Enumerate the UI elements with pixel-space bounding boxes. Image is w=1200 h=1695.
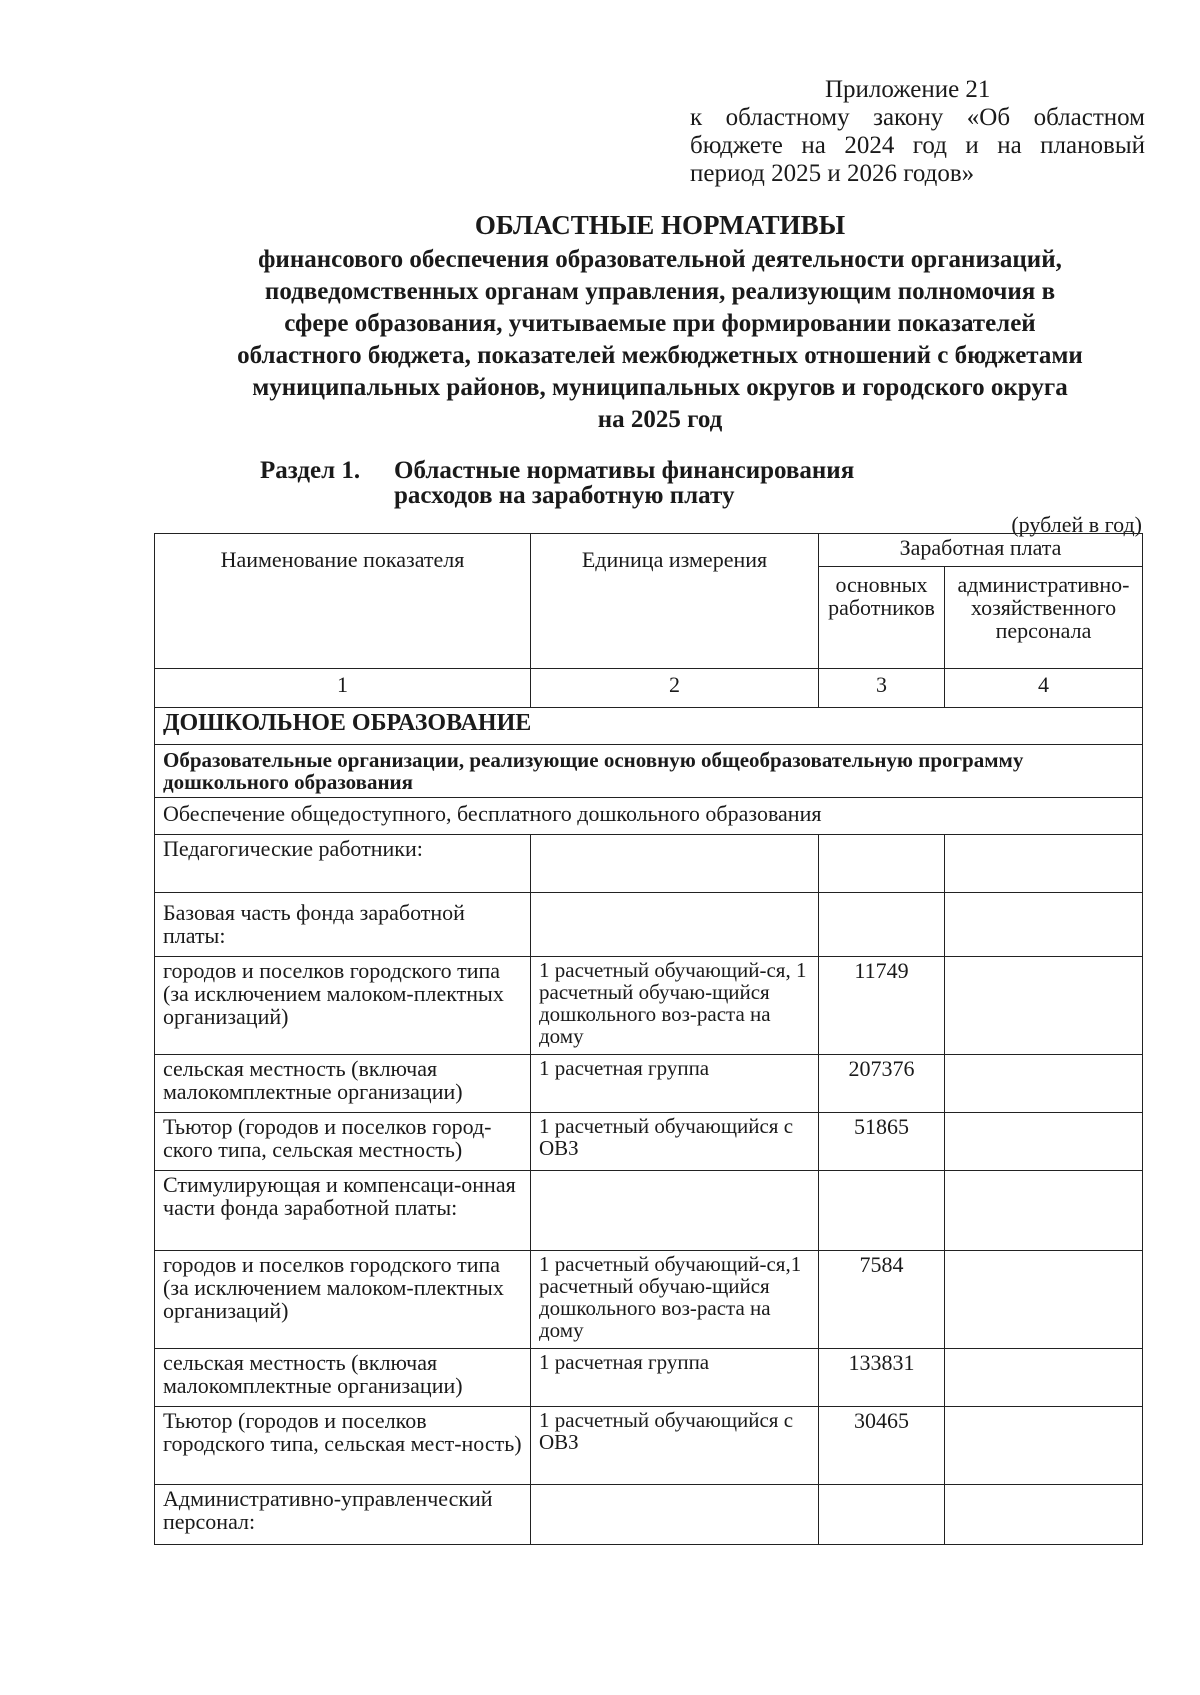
row-main-value: 30465 — [819, 1407, 945, 1485]
subtitle-line: подведомственных органам управления, реализующим полномочия в — [264, 278, 1056, 305]
row-main-value: 51865 — [819, 1113, 945, 1171]
row-unit: 1 расчетная группа — [531, 1055, 819, 1113]
row-name: Стимулирующая и компенсаци-онная части фонда заработной платы: — [155, 1171, 531, 1251]
row-admin-value — [945, 1349, 1143, 1407]
header-salary: Заработная плата — [819, 534, 1143, 567]
row-name: Педагогические работники: — [155, 835, 531, 893]
row-name: Тьютор (городов и поселков городского типа, сельская мест-ность) — [155, 1407, 531, 1485]
row-main-value: 11749 — [819, 957, 945, 1055]
row-admin-value — [945, 1055, 1143, 1113]
table-row — [155, 1349, 1143, 1407]
row-main-value — [819, 893, 945, 957]
subtitle-line: финансового обеспечения образовательной деятельности организаций, — [258, 246, 1062, 273]
row-name: городов и поселков городского типа (за исключением малоком-плектных организаций) — [155, 1251, 531, 1349]
appendix-line-4: период 2025 и 2026 годов» — [690, 160, 975, 187]
row-unit: 1 расчетный обучающий-ся, 1 расчетный обучаю-щийся дошкольного воз-раста на дому — [531, 957, 819, 1055]
subtitle-line: муниципальных районов, муниципальных округов и городского округа — [252, 374, 1068, 401]
row-admin-value — [945, 1251, 1143, 1349]
table-row — [155, 1055, 1143, 1113]
appendix-note — [690, 76, 1145, 188]
row-name: сельская местность (включая малокомплектные организации) — [155, 1349, 531, 1407]
row-main-value: 207376 — [819, 1055, 945, 1113]
appendix-line-3: бюджете на 2024 год и на плановый — [690, 132, 1145, 159]
row-admin-value — [945, 1485, 1143, 1545]
row-admin-value — [945, 957, 1143, 1055]
table-row — [155, 893, 1143, 957]
appendix-line-1: Приложение 21 — [825, 76, 991, 103]
section-number: Раздел 1. — [260, 457, 361, 484]
row-unit: 1 расчетный обучающийся с ОВЗ — [531, 1407, 819, 1485]
units-note: (рублей в год) — [1011, 512, 1142, 537]
table-row — [155, 1171, 1143, 1251]
header-main-workers: основных работников — [819, 567, 945, 669]
row-unit — [531, 1485, 819, 1545]
row-main-value — [819, 1485, 945, 1545]
row-name: Базовая часть фонда заработной платы: — [155, 893, 531, 957]
section-title-line-2: расходов на заработную плату — [394, 482, 735, 509]
header-admin-staff: административно-хозяйственного персонала — [945, 567, 1143, 669]
row-name: Тьютор (городов и поселков город-ского типа, сельская местность) — [155, 1113, 531, 1171]
table-row — [155, 1113, 1143, 1171]
row-unit: 1 расчетный обучающийся с ОВЗ — [531, 1113, 819, 1171]
row-main-value — [819, 835, 945, 893]
row-unit: 1 расчетный обучающий-ся,1 расчетный обучаю-щийся дошкольного воз-раста на дому — [531, 1251, 819, 1349]
row-admin-value — [945, 1113, 1143, 1171]
column-number: 4 — [945, 669, 1143, 708]
table-row — [155, 1407, 1143, 1485]
row-unit: 1 расчетная группа — [531, 1349, 819, 1407]
header-name: Наименование показателя — [155, 534, 531, 669]
provision-row: Обеспечение общедоступного, бесплатного дошкольного образования — [155, 798, 1143, 835]
row-main-value — [819, 1171, 945, 1251]
row-unit — [531, 835, 819, 893]
subsection-row: Образовательные организации, реализующие основную общеобразовательную программу дошкольного образования — [155, 745, 1143, 798]
column-number: 1 — [155, 669, 531, 708]
header-unit: Единица измерения — [531, 534, 819, 669]
document-subtitle — [150, 244, 1170, 436]
row-admin-value — [945, 1171, 1143, 1251]
row-admin-value — [945, 835, 1143, 893]
row-name: городов и поселков городского типа (за исключением малоком-плектных организаций) — [155, 957, 531, 1055]
row-unit — [531, 893, 819, 957]
row-main-value: 7584 — [819, 1251, 945, 1349]
row-admin-value — [945, 1407, 1143, 1485]
table-row — [155, 1251, 1143, 1349]
row-name: Административно-управленческий персонал: — [155, 1485, 531, 1545]
norms-table — [154, 533, 1143, 1545]
section-heading — [260, 458, 980, 508]
document-title: ОБЛАСТНЫЕ НОРМАТИВЫ — [474, 210, 846, 240]
row-admin-value — [945, 893, 1143, 957]
column-number: 3 — [819, 669, 945, 708]
section-title-line-1: Областные нормативы финансирования — [394, 457, 855, 484]
subtitle-line: сфере образования, учитываемые при формировании показателей — [284, 310, 1036, 337]
appendix-line-2: к областному закону «Об областном — [690, 104, 1145, 131]
row-unit — [531, 1171, 819, 1251]
subtitle-line: на 2025 год — [597, 406, 723, 433]
row-name: сельская местность (включая малокомплектные организации) — [155, 1055, 531, 1113]
row-main-value: 133831 — [819, 1349, 945, 1407]
column-number: 2 — [531, 669, 819, 708]
table-row — [155, 1485, 1143, 1545]
table-row — [155, 835, 1143, 893]
section-row: ДОШКОЛЬНОЕ ОБРАЗОВАНИЕ — [155, 708, 1143, 745]
subtitle-line: областного бюджета, показателей межбюджетных отношений с бюджетами — [237, 342, 1083, 369]
table-row — [155, 957, 1143, 1055]
